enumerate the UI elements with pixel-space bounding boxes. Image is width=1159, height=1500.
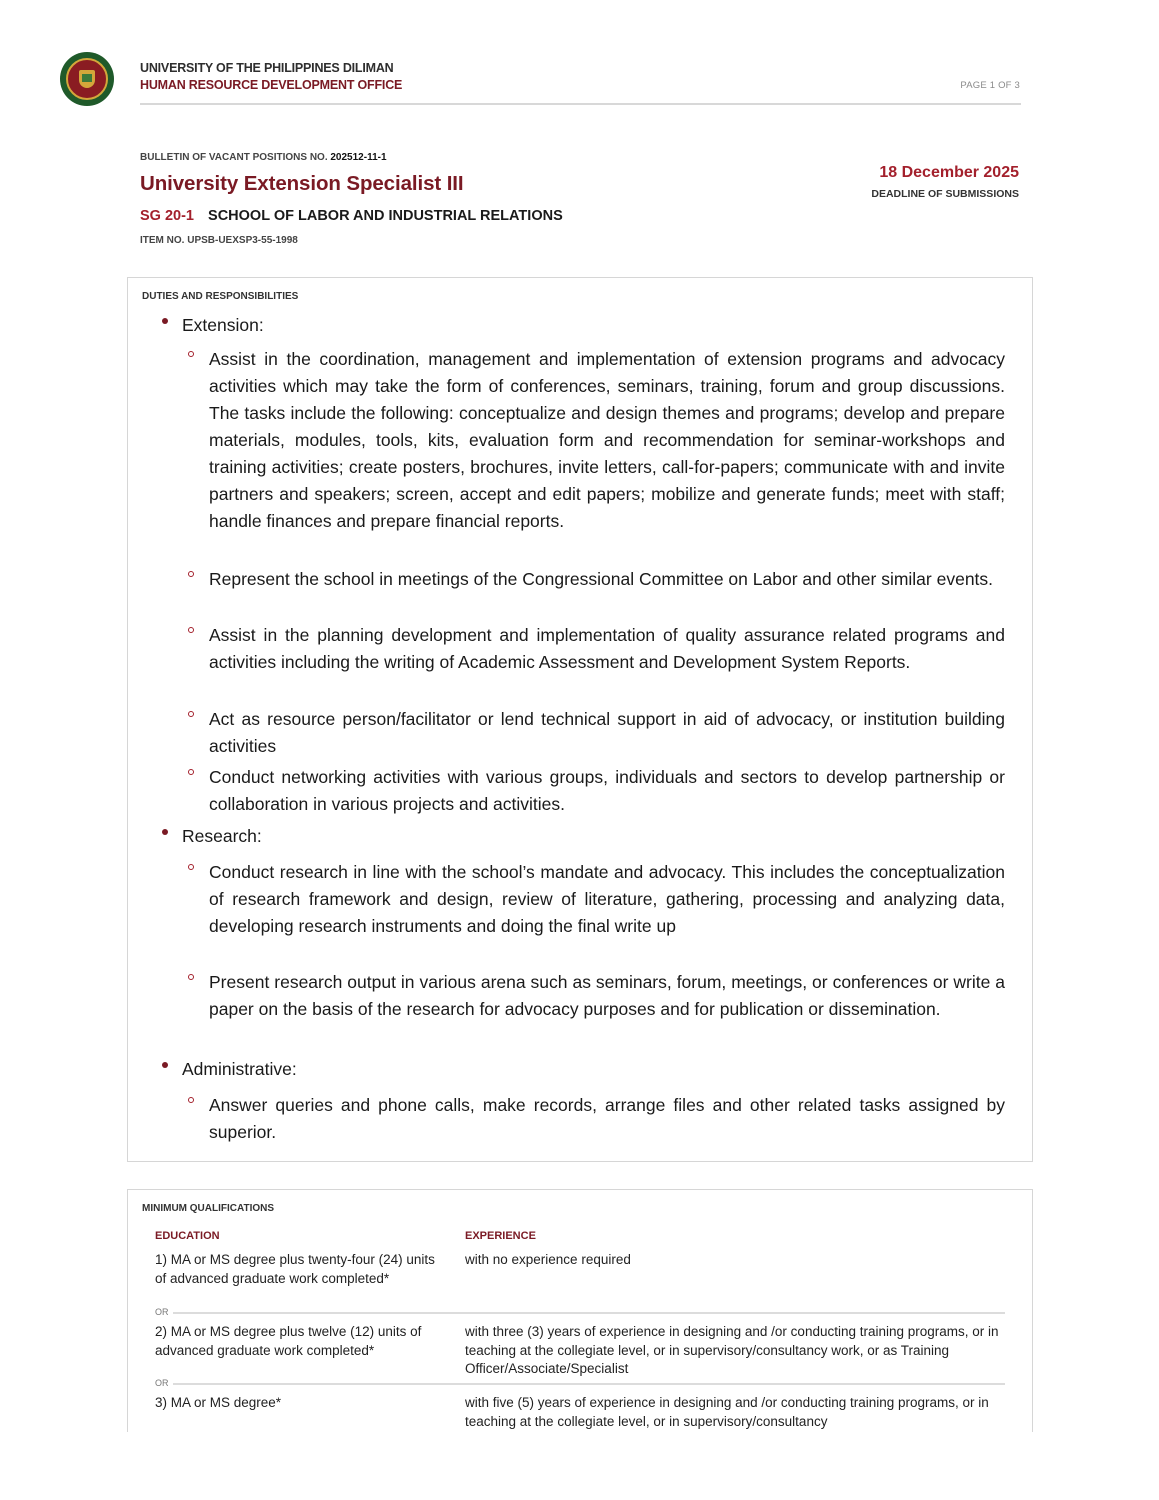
sub-bullet-icon	[188, 711, 194, 717]
bulletin-number: 202512-11-1	[330, 152, 387, 163]
bulletin-number-line	[140, 152, 387, 163]
office-name: HUMAN RESOURCE DEVELOPMENT OFFICE	[140, 78, 403, 92]
salary-grade: SG 20-1	[140, 208, 194, 224]
bullet-icon	[162, 1062, 168, 1068]
sub-bullet-icon	[188, 974, 194, 980]
duty-item: Represent the school in meetings of the Congressional Committee on Labor and other similar events.	[209, 566, 1005, 593]
duty-item: Assist in the coordination, management and implementation of extension programs and advocacy activities which may take the form of conferences, seminars, training, forum and group discussions. The tasks include the following: conceptualize and design themes and programs; develop and prepare materials, modules, tools, kits, evaluation form and recommendation for seminar-workshops and training activities; create posters, brochures, invite letters, call-for-papers; communicate with and invite partners and speakers; screen, accept and edit papers; mobilize and generate funds; meet with staff; handle finances and prepare financial reports.	[209, 346, 1005, 535]
duties-section	[127, 277, 1033, 1162]
category-label: Administrative:	[182, 1059, 297, 1079]
up-seal-icon	[60, 52, 114, 106]
qualifications-heading: MINIMUM QUALIFICATIONS	[142, 1203, 275, 1214]
unit-name: SCHOOL OF LABOR AND INDUSTRIAL RELATIONS	[208, 208, 563, 224]
duty-item: Conduct networking activities with various groups, individuals and sectors to develop partnership or collaboration in various projects and activities.	[209, 764, 1005, 818]
deadline-label: DEADLINE OF SUBMISSIONS	[871, 188, 1019, 200]
education-cell: 2) MA or MS degree plus twelve (12) units of advanced graduate work completed*	[155, 1324, 422, 1358]
duty-item: Present research output in various arena such as seminars, forum, meetings, or conferences or write a paper on the basis of the research for advocacy purposes and for publication or dissemination.	[209, 969, 1005, 1023]
university-name: UNIVERSITY OF THE PHILIPPINES DILIMAN	[140, 61, 394, 75]
page-header	[0, 0, 1159, 110]
category-label: Research:	[182, 826, 262, 846]
bullet-icon	[162, 829, 168, 835]
or-separator: OR	[155, 1307, 1005, 1319]
duty-item: Assist in the planning development and implementation of quality assurance related programs and activities including the writing of Academic Assessment and Development System Reports.	[209, 622, 1005, 676]
education-column-header: EDUCATION	[155, 1230, 220, 1242]
position-title: University Extension Specialist III	[140, 172, 464, 195]
experience-cell: with three (3) years of experience in designing and /or conducting training programs, or in teaching at the collegiate level, or in supervisory/consultancy work, or as Training Officer/Associate/Specialist	[465, 1324, 999, 1376]
experience-column-header: EXPERIENCE	[465, 1230, 536, 1242]
sub-bullet-icon	[188, 864, 194, 870]
duty-item: Conduct research in line with the school’s mandate and advocacy. This includes the conceptualization of research framework and design, review of literature, gathering, processing and analyzing data, developing research instruments and doing the final write up	[209, 859, 1005, 940]
page-indicator: PAGE 1 OF 3	[960, 80, 1020, 91]
sub-bullet-icon	[188, 627, 194, 633]
or-separator: OR	[155, 1378, 1005, 1390]
salary-grade-line	[140, 208, 563, 224]
duty-item: Answer queries and phone calls, make records, arrange files and other related tasks assigned by superior.	[209, 1092, 1005, 1146]
duty-item: Act as resource person/facilitator or lend technical support in aid of advocacy, or institution building activities	[209, 706, 1005, 760]
sub-bullet-icon	[188, 1097, 194, 1103]
bulletin-label: BULLETIN OF VACANT POSITIONS NO.	[140, 152, 328, 163]
page-bottom-margin	[0, 1432, 1159, 1500]
sub-bullet-icon	[188, 351, 194, 357]
bullet-icon	[162, 318, 168, 324]
deadline-date: 18 December 2025	[879, 164, 1019, 181]
category-extension	[182, 315, 264, 336]
education-cell: 3) MA or MS degree*	[155, 1395, 282, 1410]
education-cell: 1) MA or MS degree plus twenty-four (24) units of advanced graduate work completed*	[155, 1252, 435, 1286]
experience-cell: with no experience required	[465, 1252, 631, 1267]
experience-cell: with five (5) years of experience in designing and /or conducting training programs, or in teaching at the collegiate level, or in supervisory/consultancy	[465, 1395, 989, 1429]
category-research	[182, 826, 262, 847]
sub-bullet-icon	[188, 571, 194, 577]
duties-heading: DUTIES AND RESPONSIBILITIES	[142, 291, 299, 302]
category-label: Extension:	[182, 315, 264, 335]
sub-bullet-icon	[188, 769, 194, 775]
category-administrative	[182, 1059, 297, 1080]
header-divider	[140, 103, 1021, 105]
item-number: ITEM NO. UPSB-UEXSP3-55-1998	[140, 235, 298, 246]
